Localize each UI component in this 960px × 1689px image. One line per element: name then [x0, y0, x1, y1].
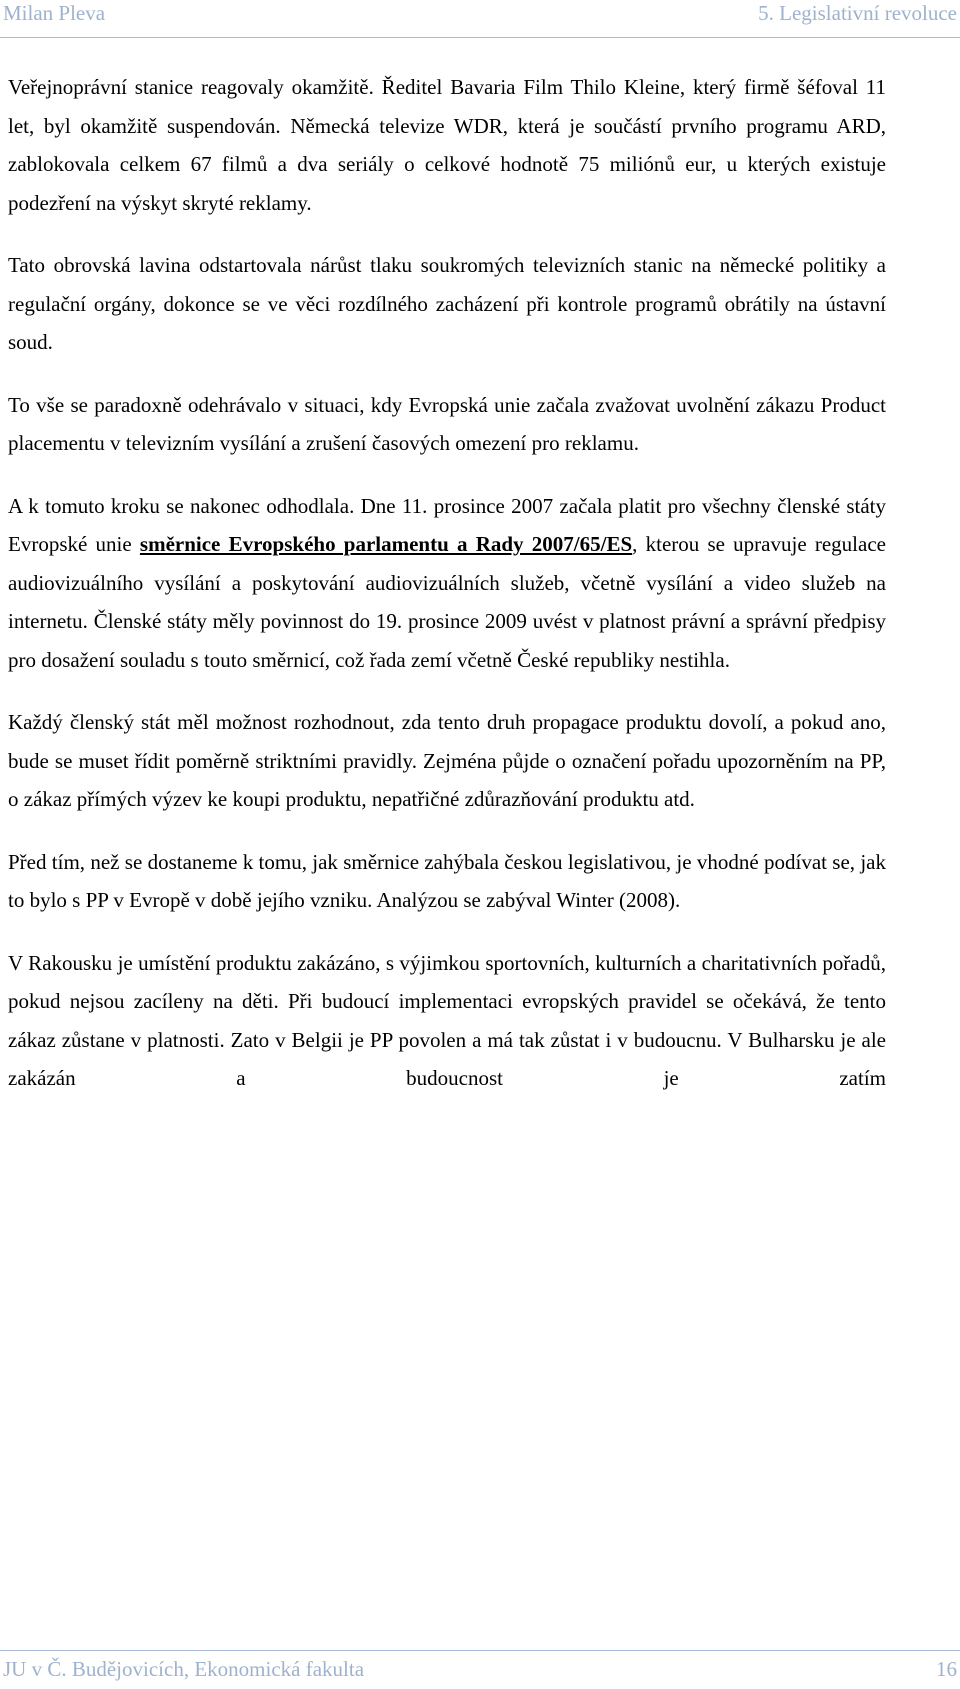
running-header [0, 0, 960, 38]
header-author: Milan Pleva [3, 1, 106, 25]
footer-institution: JU v Č. Budějovicích, Ekonomická fakulta [3, 1657, 365, 1681]
paragraph-text: A k tomuto kroku se nakonec odhodlala. Dne 11. prosince 2007 začala platit pro všechny členské státy Evropské unie [8, 493, 886, 556]
paragraph-text: , kterou se upravuje regulace audiovizuálního vysílání a poskytování audiovizuálních služeb, včetně vysílání a video služeb na internetu. Členské státy měly povinnost do 19. prosince 2009 uvést v platnost právní a správní předpisy pro dosažení souladu s touto směrnicí, což řada zemí včetně České republiky nestihla. [8, 532, 886, 672]
paragraph: To vše se paradoxně odehrávalo v situaci, kdy Evropská unie začala zvažovat uvolnění zákazu Product placementu v televizním vysílání a zrušení časových omezení pro reklamu. [8, 392, 886, 455]
paragraph: Každý členský stát měl možnost rozhodnout, zda tento druh propagace produktu dovolí, a pokud ano, bude se muset řídit poměrně striktními pravidly. Zejména půjde o označení pořadu upozorněním na PP, o zákaz přímých výzev ke koupi produktu, nepatřičné zdůrazňování produktu atd. [8, 710, 886, 811]
header-chapter-title: 5. Legislativní revoluce [758, 1, 957, 25]
paragraph [8, 487, 886, 680]
directive-reference: směrnice Evropského parlamentu a Rady 2007/65/ES [139, 532, 633, 556]
page-number: 16 [936, 1657, 957, 1681]
paragraph: Před tím, než se dostaneme k tomu, jak směrnice zahýbala českou legislativou, je vhodné podívat se, jak to bylo s PP v Evropě v době jejího vzniku. Analýzou se zabýval Winter (2008). [8, 849, 886, 912]
running-footer [0, 1650, 960, 1689]
paragraph: V Rakousku je umístění produktu zakázáno, s výjimkou sportovních, kulturních a charitativních pořadů, pokud nejsou zacíleny na děti. Při budoucí implementaci evropských pravidel se očekává, že tento zákaz zůstane v platnosti. Zato v Belgii je PP povolen a má tak zůstat i v budoucnu. V Bulharsku je ale zakázán a budoucnost je zatím [8, 950, 886, 1090]
document-body [8, 68, 886, 1098]
paragraph: Veřejnoprávní stanice reagovaly okamžitě. Ředitel Bavaria Film Thilo Kleine, který firmě šéfoval 11 let, byl okamžitě suspendován. Německá televize WDR, která je součástí prvního programu ARD, zablokovala celkem 67 filmů a dva seriály o celkové hodnotě 75 miliónů eur, u kterých existuje podezření na výskyt skryté reklamy. [8, 75, 886, 215]
paragraph: Tato obrovská lavina odstartovala nárůst tlaku soukromých televizních stanic na německé politiky a regulační orgány, dokonce se ve věci rozdílného zacházení při kontrole programů obrátily na ústavní soud. [8, 253, 886, 354]
